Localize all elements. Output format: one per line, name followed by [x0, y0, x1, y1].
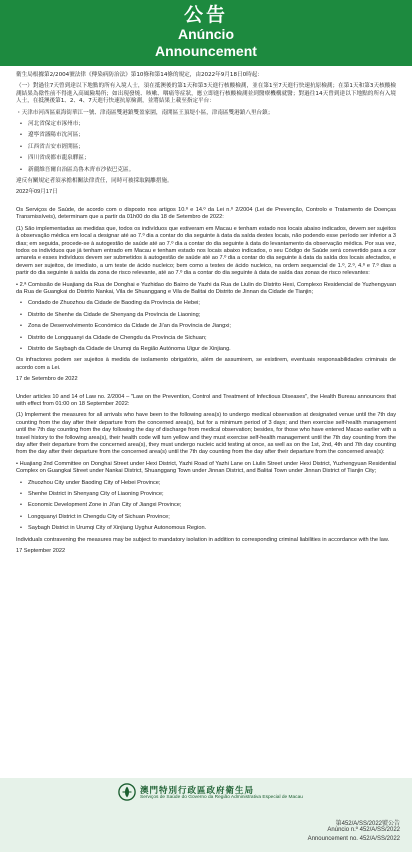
announcement-body — [0, 66, 412, 556]
list-item: • Distrito de Longquanyi da Cidade de Chengdu da Província de Sichuan; — [28, 335, 396, 342]
zh-intro: 衛生局根據第2/2004號法律《傳染病防治法》第10條和第14條的規定，由2022年9月18日0時起： — [16, 72, 263, 78]
reference-number-zh: 第452/A/SS/2022號公告 — [335, 821, 400, 827]
pt-paragraph-2: • 2.ª Comissão de Huajiang da Rua de Donghai e Yuzhidao do Bairro de Yazhi da Rua de Liulin do Distrito Hexi, Complexo Residencial de Yuzhengyuan da Rua de Guangkai do Distrito Nankai, Vila de Shuanggang e Vila de Balitai do Distrito de Jinnan da Cidade de Tianjin; — [16, 281, 396, 295]
chinese-section — [16, 72, 396, 197]
en-date: 17 September 2022 — [16, 548, 66, 555]
health-bureau-emblem-icon — [118, 783, 136, 801]
list-item: • 遼寧省瀋陽市沈河區； — [28, 132, 396, 139]
government-name-pt: Serviços de Saúde do Governo da Região Administrativa Especial de Macau — [140, 795, 303, 800]
pt-date: 17 de Setembro de 2022 — [16, 376, 78, 383]
zh-paragraph-1: （一）對過往7天曾到達以下地點的所有入境人士，須在抵澳後的第1天和第3天進行核酸檢測，並在第1至7天進行快速抗原檢測；在第1天和第3天核酸檢測結果為陰性前不得進入高風險場所；如出現發燒、咳嗽、咽痛等症狀，應立即進行核酸檢測並到醫療機構就醫；對過往14天曾到達以下地點的所有入境人士，在抵澳後第1、2、4、7天進行快速抗原檢測，並將結果上載至指定平台： — [16, 83, 396, 105]
pt-paragraph-1: (1) São implementadas as medidas que, todos os indivíduos que estiveram em Macau e tenham estado nos locais abaixo indicados, devem ser sujeitos à observação médica em local a designar até ao 7.º dia a contar do dia seguinte à data da saída destes locais, não podendo esse período ser inferior a 3 dias; em seguida, procede-se à autogestão de saúde até ao 7.º dia a contar do dia seguinte à data do levantamento da observação médica. Por sua vez, todos os indivíduos que já tenham entrado em Macau e tenham estado nos locais abaixo indicados, o seu Código de Saúde será convertido para a cor amarela e esses indivíduos devem ser submetidos à autogestão de saúde até ao 7.º dia a contar do dia seguinte à data da saída dos locais afectados, e devem ser sujeitos, de imediato, a um teste de ácido nucleico; bem como a testes de ácido nucleico, na ordem sequencial de 1.º, 2.º, 4.º e 7.º dias a partir do dia seguinte à saída da zona de risco relevante, até ao 7.º dia a contar do dia seguinte à data de saída das zonas de risco relevantes: — [16, 225, 396, 277]
list-item: • Shenhe District in Shenyang City of Liaoning Province; — [28, 491, 396, 498]
title-zh: 公告 — [183, 4, 228, 26]
en-location-list — [16, 480, 396, 533]
list-item: • Saybagh District in Urumqi City of Xinjiang Uyghur Autonomous Region. — [28, 525, 396, 532]
list-item: • Distrito de Shenhe da Cidade de Shenyang da Província de Liaoning; — [28, 312, 396, 319]
list-item: • Zhuozhou City under Baoding City of Hebei Province; — [28, 480, 396, 487]
pt-intro: Os Serviços de Saúde, de acordo com o disposto nos artigos 10.º e 14.º da Lei n.º 2/2004 (Lei de Prevenção, Controlo e Tratamento de Doenças Transmissíveis), determinam que a partir da 01h00 do dia 18 de Setembro de 2022: — [16, 206, 396, 221]
english-section — [16, 394, 396, 556]
title-pt: Anúncio — [178, 26, 234, 42]
reference-number-pt: Anúncio n.º 452/A/SS/2022 — [327, 827, 400, 833]
portuguese-section — [16, 207, 396, 384]
list-item: • 江西省吉安市經開區； — [28, 144, 396, 151]
list-item: • 四川省成都市龍泉驛區； — [28, 155, 396, 162]
zh-closing: 違反有關規定者須承擔相關法律責任，同時可被採取隔離措施。 — [16, 178, 173, 185]
pt-closing: Os infractores podem ser sujeitos à medida de isolamento obrigatório, além de assumirem, se existirem, eventuais responsabilidades criminais de acordo com a Lei. — [16, 357, 396, 371]
list-item: • Zona de Desenvolvimento Económico da Cidade de Ji'an da Província de Jiangxi; — [28, 323, 396, 330]
en-paragraph-1: (1) Implement the measures for all arrivals who have been to the following area(s) to undergo medical observation at designated venue until the 7th day counting from the day after their departure from the concerned area(s), but for a minimum period of 3 days; and then exercise self-health management until the 7th day counting from the day following the day of discharge from medical observation; besides, for those who have entered Macao earlier with a travel history to the following area(s), their health code will turn yellow and they must exercise self-health management until the 7th day counting from the day after their departure from the concerned area(s), they must undergo nucleic acid testing at once, as well as on the 1st, 2nd, 4th and 7th day counting from the day after their departure from the concerned area(s) until the 7th day counting from the day after their departure from the concerned area(s): — [16, 412, 396, 456]
zh-location-list — [16, 121, 396, 174]
en-paragraph-2: • Huajiang 2nd Committee on Donghai Street under Hexi District, Yazhi Road of Yazhi Lane on Liulin Street under Hexi District, Yuzhengyuan Residential Complex on Guangkai Street under Nankai District, Shuanggang Town under Jinnan District, and Balitai Town under Jinnan District of Tianjin City; — [16, 460, 396, 475]
zh-paragraph-2: ・天津市河西區東海街華江一號、津南區雙港鎮雙盈家園，南開區王頂堤小區，津南區雙港鎮八里台鎮； — [16, 109, 274, 116]
list-item: • Distrito de Saybagh da Cidade de Urumqi da Região Autónoma Uigur de Xinjiang. — [28, 346, 396, 353]
announcement-footer — [0, 778, 412, 852]
pt-location-list — [16, 300, 396, 353]
title-en: Announcement — [155, 43, 257, 59]
list-item: • Economic Development Zone in Ji'an City of Jiangxi Province; — [28, 502, 396, 509]
list-item: • Condado de Zhuozhou da Cidade de Baoding da Província de Hebei; — [28, 300, 396, 307]
announcement-header — [0, 0, 412, 66]
list-item: • 新疆維吾爾自治區烏魯木齊市沙依巴克區。 — [28, 167, 396, 174]
list-item: • Longquanyi District in Chengdu City of Sichuan Province; — [28, 514, 396, 521]
en-intro: Under articles 10 and 14 of Law no. 2/2004 – "Law on the Prevention, Control and Treatment of Infectious Diseases", the Health Bureau announces that with effect from 01:00 on 18 September 2022: — [16, 393, 396, 407]
reference-number-en: Announcement no. 452/A/SS/2022 — [307, 836, 400, 842]
list-item: • 河北省保定市涿州市； — [28, 121, 396, 128]
government-name-zh: 澳門特別行政區政府衛生局 — [140, 786, 255, 796]
zh-date: 2022年09月17日 — [16, 189, 58, 196]
en-closing: Individuals contravening the measures may be subject to mandatory isolation in addition to corresponding criminal liabilities in accordance with the law. — [16, 536, 390, 543]
